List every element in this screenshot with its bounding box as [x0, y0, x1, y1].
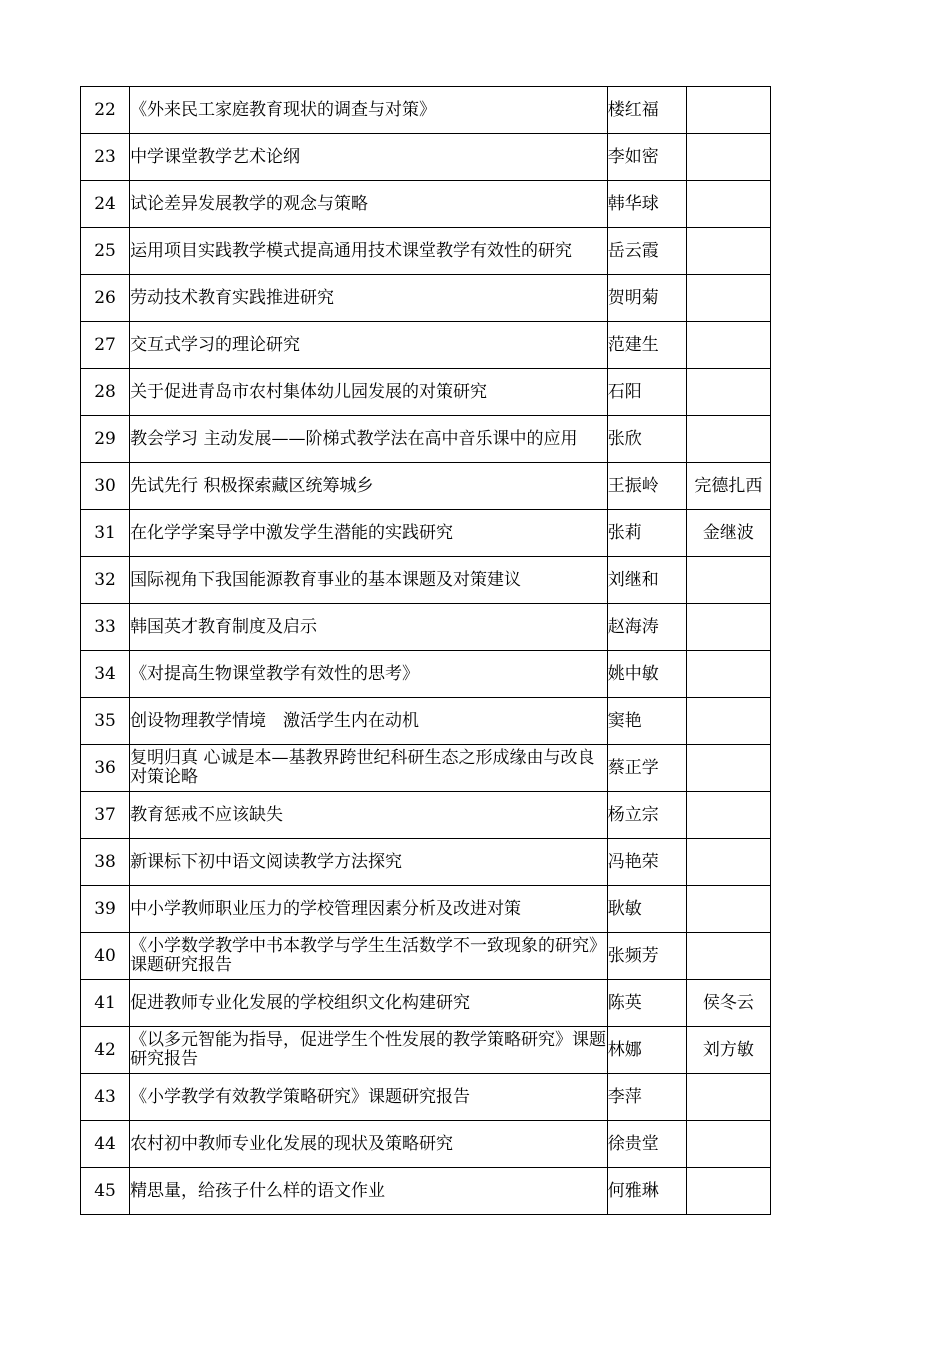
paper-title: 中学课堂教学艺术论纲 [130, 134, 608, 181]
table-row [81, 933, 771, 980]
author-name: 杨立宗 [607, 792, 686, 839]
author-name: 张欣 [607, 416, 686, 463]
row-number: 44 [81, 1121, 130, 1168]
row-number: 32 [81, 557, 130, 604]
coauthor-name [686, 275, 770, 322]
row-number: 41 [81, 980, 130, 1027]
coauthor-name [686, 87, 770, 134]
coauthor-name [686, 839, 770, 886]
author-name: 张莉 [607, 510, 686, 557]
coauthor-name [686, 181, 770, 228]
paper-title: 试论差异发展教学的观念与策略 [130, 181, 608, 228]
author-name: 窦艳 [607, 698, 686, 745]
coauthor-name [686, 1074, 770, 1121]
paper-title: 《外来民工家庭教育现状的调查与对策》 [130, 87, 608, 134]
author-name: 冯艳荣 [607, 839, 686, 886]
row-number: 38 [81, 839, 130, 886]
table-row [81, 604, 771, 651]
paper-title: 《以多元智能为指导，促进学生个性发展的教学策略研究》课题研究报告 [130, 1027, 608, 1074]
row-number: 35 [81, 698, 130, 745]
author-name: 陈英 [607, 980, 686, 1027]
author-name: 徐贵堂 [607, 1121, 686, 1168]
paper-title: 在化学学案导学中激发学生潜能的实践研究 [130, 510, 608, 557]
row-number: 22 [81, 87, 130, 134]
coauthor-name [686, 228, 770, 275]
paper-title: 教会学习 主动发展——阶梯式教学法在高中音乐课中的应用 [130, 416, 608, 463]
coauthor-name [686, 369, 770, 416]
row-number: 43 [81, 1074, 130, 1121]
table-row [81, 1121, 771, 1168]
table-row [81, 792, 771, 839]
paper-title: 运用项目实践教学模式提高通用技术课堂教学有效性的研究 [130, 228, 608, 275]
paper-title: 复明归真 心诚是本—基教界跨世纪科研生态之形成缘由与改良对策论略 [130, 745, 608, 792]
coauthor-name [686, 604, 770, 651]
row-number: 45 [81, 1168, 130, 1215]
table-row [81, 275, 771, 322]
paper-title: 韩国英才教育制度及启示 [130, 604, 608, 651]
coauthor-name [686, 933, 770, 980]
paper-title: 关于促进青岛市农村集体幼儿园发展的对策研究 [130, 369, 608, 416]
author-name: 张频芳 [607, 933, 686, 980]
author-name: 李萍 [607, 1074, 686, 1121]
coauthor-name: 金继波 [686, 510, 770, 557]
row-number: 27 [81, 322, 130, 369]
table-body [81, 87, 771, 1215]
coauthor-name [686, 322, 770, 369]
paper-title: 《对提高生物课堂教学有效性的思考》 [130, 651, 608, 698]
row-number: 30 [81, 463, 130, 510]
coauthor-name [686, 134, 770, 181]
author-name: 蔡正学 [607, 745, 686, 792]
coauthor-name [686, 416, 770, 463]
author-name: 岳云霞 [607, 228, 686, 275]
row-number: 23 [81, 134, 130, 181]
coauthor-name: 完德扎西 [686, 463, 770, 510]
table-row [81, 557, 771, 604]
row-number: 33 [81, 604, 130, 651]
coauthor-name [686, 651, 770, 698]
paper-title: 中小学教师职业压力的学校管理因素分析及改进对策 [130, 886, 608, 933]
coauthor-name [686, 557, 770, 604]
paper-title: 劳动技术教育实践推进研究 [130, 275, 608, 322]
table-row [81, 416, 771, 463]
coauthor-name [686, 886, 770, 933]
table-row [81, 181, 771, 228]
row-number: 42 [81, 1027, 130, 1074]
row-number: 31 [81, 510, 130, 557]
coauthor-name: 刘方敏 [686, 1027, 770, 1074]
paper-title: 新课标下初中语文阅读教学方法探究 [130, 839, 608, 886]
row-number: 29 [81, 416, 130, 463]
table-row [81, 745, 771, 792]
table-row [81, 651, 771, 698]
coauthor-name [686, 698, 770, 745]
coauthor-name [686, 1121, 770, 1168]
table-row [81, 369, 771, 416]
table-row [81, 134, 771, 181]
paper-title: 教育惩戒不应该缺失 [130, 792, 608, 839]
row-number: 28 [81, 369, 130, 416]
author-name: 韩华球 [607, 181, 686, 228]
author-name: 耿敏 [607, 886, 686, 933]
coauthor-name [686, 792, 770, 839]
author-name: 赵海涛 [607, 604, 686, 651]
row-number: 34 [81, 651, 130, 698]
table-row [81, 980, 771, 1027]
paper-title: 《小学数学教学中书本教学与学生生活数学不一致现象的研究》课题研究报告 [130, 933, 608, 980]
author-name: 石阳 [607, 369, 686, 416]
table-row [81, 322, 771, 369]
row-number: 26 [81, 275, 130, 322]
paper-title: 农村初中教师专业化发展的现状及策略研究 [130, 1121, 608, 1168]
coauthor-name [686, 1168, 770, 1215]
table-row [81, 87, 771, 134]
row-number: 36 [81, 745, 130, 792]
author-name: 林娜 [607, 1027, 686, 1074]
paper-title: 促进教师专业化发展的学校组织文化构建研究 [130, 980, 608, 1027]
paper-list-table [80, 86, 771, 1215]
row-number: 24 [81, 181, 130, 228]
paper-title: 《小学教学有效教学策略研究》课题研究报告 [130, 1074, 608, 1121]
paper-title: 国际视角下我国能源教育事业的基本课题及对策建议 [130, 557, 608, 604]
author-name: 何雅琳 [607, 1168, 686, 1215]
coauthor-name [686, 745, 770, 792]
table-row [81, 839, 771, 886]
table-row [81, 1168, 771, 1215]
table-row [81, 886, 771, 933]
paper-title: 精思量，给孩子什么样的语文作业 [130, 1168, 608, 1215]
table-row [81, 1074, 771, 1121]
row-number: 39 [81, 886, 130, 933]
author-name: 王振岭 [607, 463, 686, 510]
table-row [81, 463, 771, 510]
author-name: 楼红福 [607, 87, 686, 134]
table-row [81, 510, 771, 557]
row-number: 37 [81, 792, 130, 839]
table-row [81, 1027, 771, 1074]
author-name: 贺明菊 [607, 275, 686, 322]
row-number: 40 [81, 933, 130, 980]
row-number: 25 [81, 228, 130, 275]
table-row [81, 698, 771, 745]
table-row [81, 228, 771, 275]
author-name: 刘继和 [607, 557, 686, 604]
paper-title: 交互式学习的理论研究 [130, 322, 608, 369]
paper-title: 先试先行 积极探索藏区统筹城乡 [130, 463, 608, 510]
paper-title: 创设物理教学情境 激活学生内在动机 [130, 698, 608, 745]
coauthor-name: 侯冬云 [686, 980, 770, 1027]
author-name: 李如密 [607, 134, 686, 181]
author-name: 范建生 [607, 322, 686, 369]
author-name: 姚中敏 [607, 651, 686, 698]
